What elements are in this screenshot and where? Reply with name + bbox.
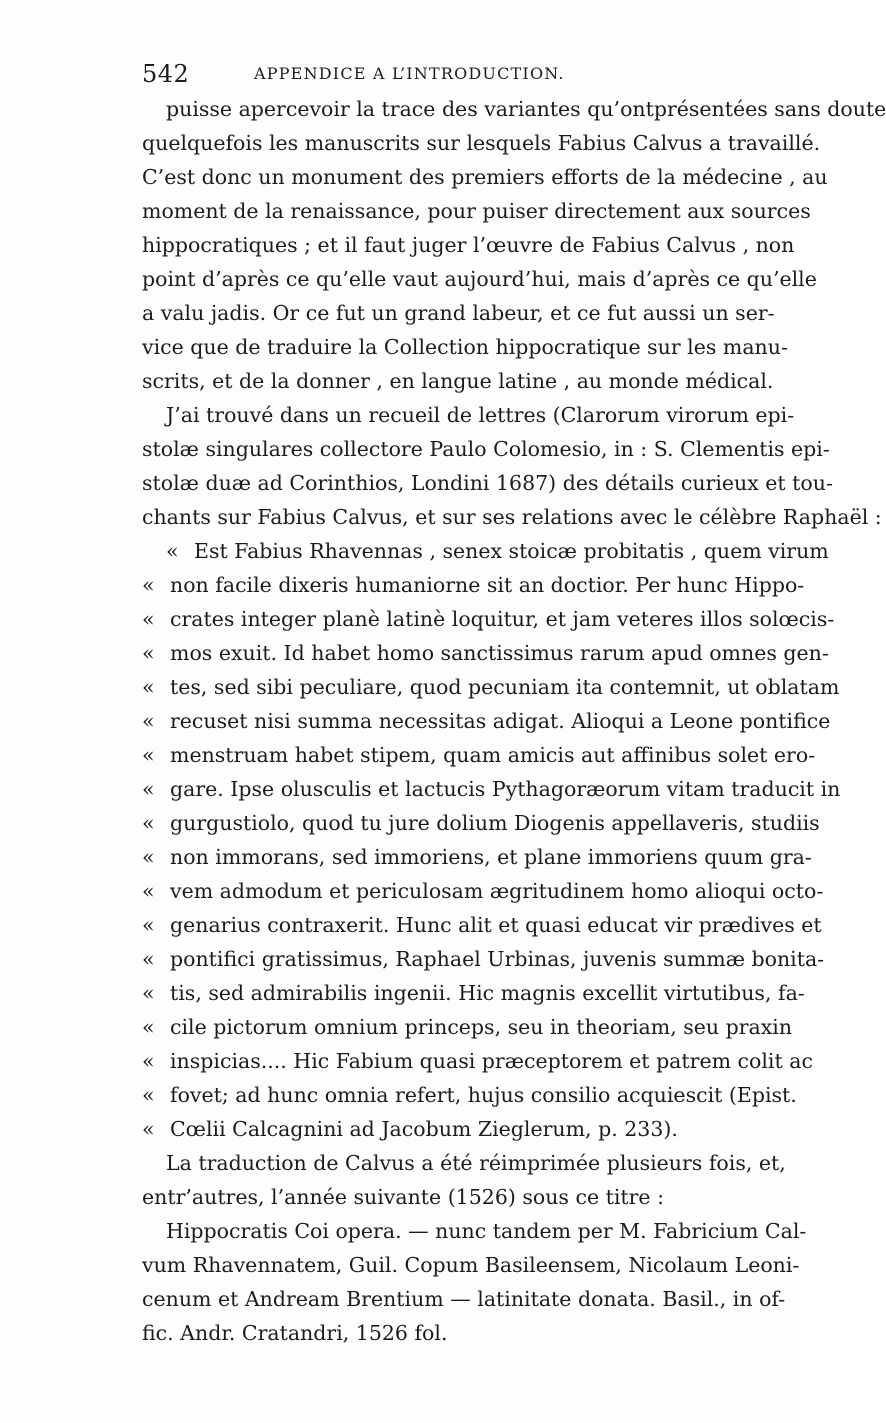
text-line: La traduction de Calvus a été réimprimée plusieurs fois, et, — [166, 1151, 786, 1175]
text-line: moment de la renaissance, pour puiser directement aux sources — [142, 199, 811, 223]
line-text: mos exuit. Id habet homo sanctissimus rarum apud omnes gen- — [170, 641, 829, 665]
text-line — [142, 908, 822, 942]
text-line: C’est donc un monument des premiers efforts de la médecine , au — [142, 165, 828, 189]
line-text: genarius contraxerit. Hunc alit et quasi educat vir prædives et — [170, 913, 822, 937]
body-text — [142, 92, 886, 1350]
paragraph — [142, 534, 841, 1146]
text-line: scrits, et de la donner , en langue latine , au monde médical. — [142, 369, 774, 393]
text-line: stolæ singulares collectore Paulo Colomesio, in : S. Clementis epi- — [142, 437, 830, 461]
line-text: tes, sed sibi peculiare, quod pecuniam ita contemnit, ut oblatam — [170, 675, 840, 699]
quote-mark: « — [142, 641, 155, 665]
quote-mark: « — [142, 675, 155, 699]
line-text: Cœlii Calcagnini ad Jacobum Zieglerum, p. 233). — [170, 1117, 678, 1141]
quote-mark: « — [166, 539, 179, 563]
line-text: cile pictorum omnium princeps, seu in theoriam, seu praxin — [170, 1015, 793, 1039]
line-text: vem admodum et periculosam ægritudinem homo alioqui octo- — [170, 879, 824, 903]
line-text: non immorans, sed immoriens, et plane immoriens quum gra- — [170, 845, 812, 869]
text-line — [142, 738, 816, 772]
quote-mark: « — [142, 845, 155, 869]
text-line — [142, 806, 820, 840]
text-line — [142, 636, 829, 670]
paragraph — [142, 1214, 807, 1350]
page-header — [142, 60, 662, 90]
text-line: puisse apercevoir la trace des variantes qu’ontprésentées sans doute — [166, 97, 886, 121]
text-line — [142, 942, 825, 976]
quote-mark: « — [142, 743, 155, 767]
text-line: point d’après ce qu’elle vaut aujourd’hui, mais d’après ce qu’elle — [142, 267, 817, 291]
text-line: Hippocratis Coi opera. — nunc tandem per M. Fabricium Cal- — [166, 1219, 807, 1243]
quote-mark: « — [142, 1015, 155, 1039]
text-line — [142, 976, 805, 1010]
line-text: tis, sed admirabilis ingenii. Hic magnis excellit virtutibus, fa- — [170, 981, 805, 1005]
quote-mark: « — [142, 1083, 155, 1107]
quote-mark: « — [142, 709, 155, 733]
quote-mark: « — [142, 607, 155, 631]
text-line — [142, 670, 840, 704]
line-text: Est Fabius Rhavennas , senex stoicæ probitatis , quem virum — [194, 539, 829, 563]
quote-mark: « — [142, 981, 155, 1005]
text-line: cenum et Andream Brentium — latinitate donata. Basil., in of- — [142, 1287, 786, 1311]
text-line: a valu jadis. Or ce fut un grand labeur, et ce fut aussi un ser- — [142, 301, 775, 325]
paragraph — [142, 1146, 786, 1214]
text-line — [142, 1112, 678, 1146]
line-text: recuset nisi summa necessitas adigat. Alioqui a Leone pontifice — [170, 709, 831, 733]
text-line — [142, 1078, 797, 1112]
running-title: APPENDICE A L’INTRODUCTION. — [254, 64, 565, 83]
text-line: J’ai trouvé dans un recueil de lettres (Clarorum virorum epi- — [166, 403, 795, 427]
text-line: vice que de traduire la Collection hippocratique sur les manu- — [142, 335, 788, 359]
page-number: 542 — [142, 60, 190, 88]
text-line — [142, 602, 835, 636]
paragraph — [142, 92, 886, 398]
line-text: pontifici gratissimus, Raphael Urbinas, juvenis summæ bonita- — [170, 947, 825, 971]
line-text: inspicias.... Hic Fabium quasi præceptorem et patrem colit ac — [170, 1049, 813, 1073]
quote-mark: « — [142, 879, 155, 903]
text-line — [142, 840, 812, 874]
text-line: entr’autres, l’année suivante (1526) sous ce titre : — [142, 1185, 664, 1209]
text-line — [142, 772, 841, 806]
quote-mark: « — [142, 777, 155, 801]
text-line: fic. Andr. Cratandri, 1526 fol. — [142, 1321, 448, 1345]
text-line: hippocratiques ; et il faut juger l’œuvre de Fabius Calvus , non — [142, 233, 795, 257]
line-text: gurgustiolo, quod tu jure dolium Diogenis appellaveris, studiis — [170, 811, 820, 835]
text-line — [142, 534, 829, 568]
line-text: gare. Ipse olusculis et lactucis Pythagoræorum vitam traducit in — [170, 777, 841, 801]
text-line — [142, 1044, 813, 1078]
quote-mark: « — [142, 1049, 155, 1073]
text-line — [142, 1010, 793, 1044]
text-line: vum Rhavennatem, Guil. Copum Basileensem, Nicolaum Leoni- — [142, 1253, 800, 1277]
quote-mark: « — [142, 947, 155, 971]
quote-mark: « — [142, 1117, 155, 1141]
quote-mark: « — [142, 913, 155, 937]
line-text: fovet; ad hunc omnia refert, hujus consilio acquiescit (Epist. — [170, 1083, 797, 1107]
text-line: quelquefois les manuscrits sur lesquels Fabius Calvus a travaillé. — [142, 131, 821, 155]
paragraph — [142, 398, 882, 534]
text-line: chants sur Fabius Calvus, et sur ses relations avec le célèbre Raphaël : — [142, 505, 882, 529]
line-text: non facile dixeris humaniorne sit an doctior. Per hunc Hippo- — [170, 573, 805, 597]
text-line — [142, 704, 831, 738]
line-text: menstruam habet stipem, quam amicis aut affinibus solet ero- — [170, 743, 816, 767]
text-line — [142, 568, 805, 602]
text-line: stolæ duæ ad Corinthios, Londini 1687) des détails curieux et tou- — [142, 471, 833, 495]
text-line — [142, 874, 824, 908]
line-text: crates integer planè latinè loquitur, et jam veteres illos solœcis- — [170, 607, 835, 631]
quote-mark: « — [142, 573, 155, 597]
quote-mark: « — [142, 811, 155, 835]
